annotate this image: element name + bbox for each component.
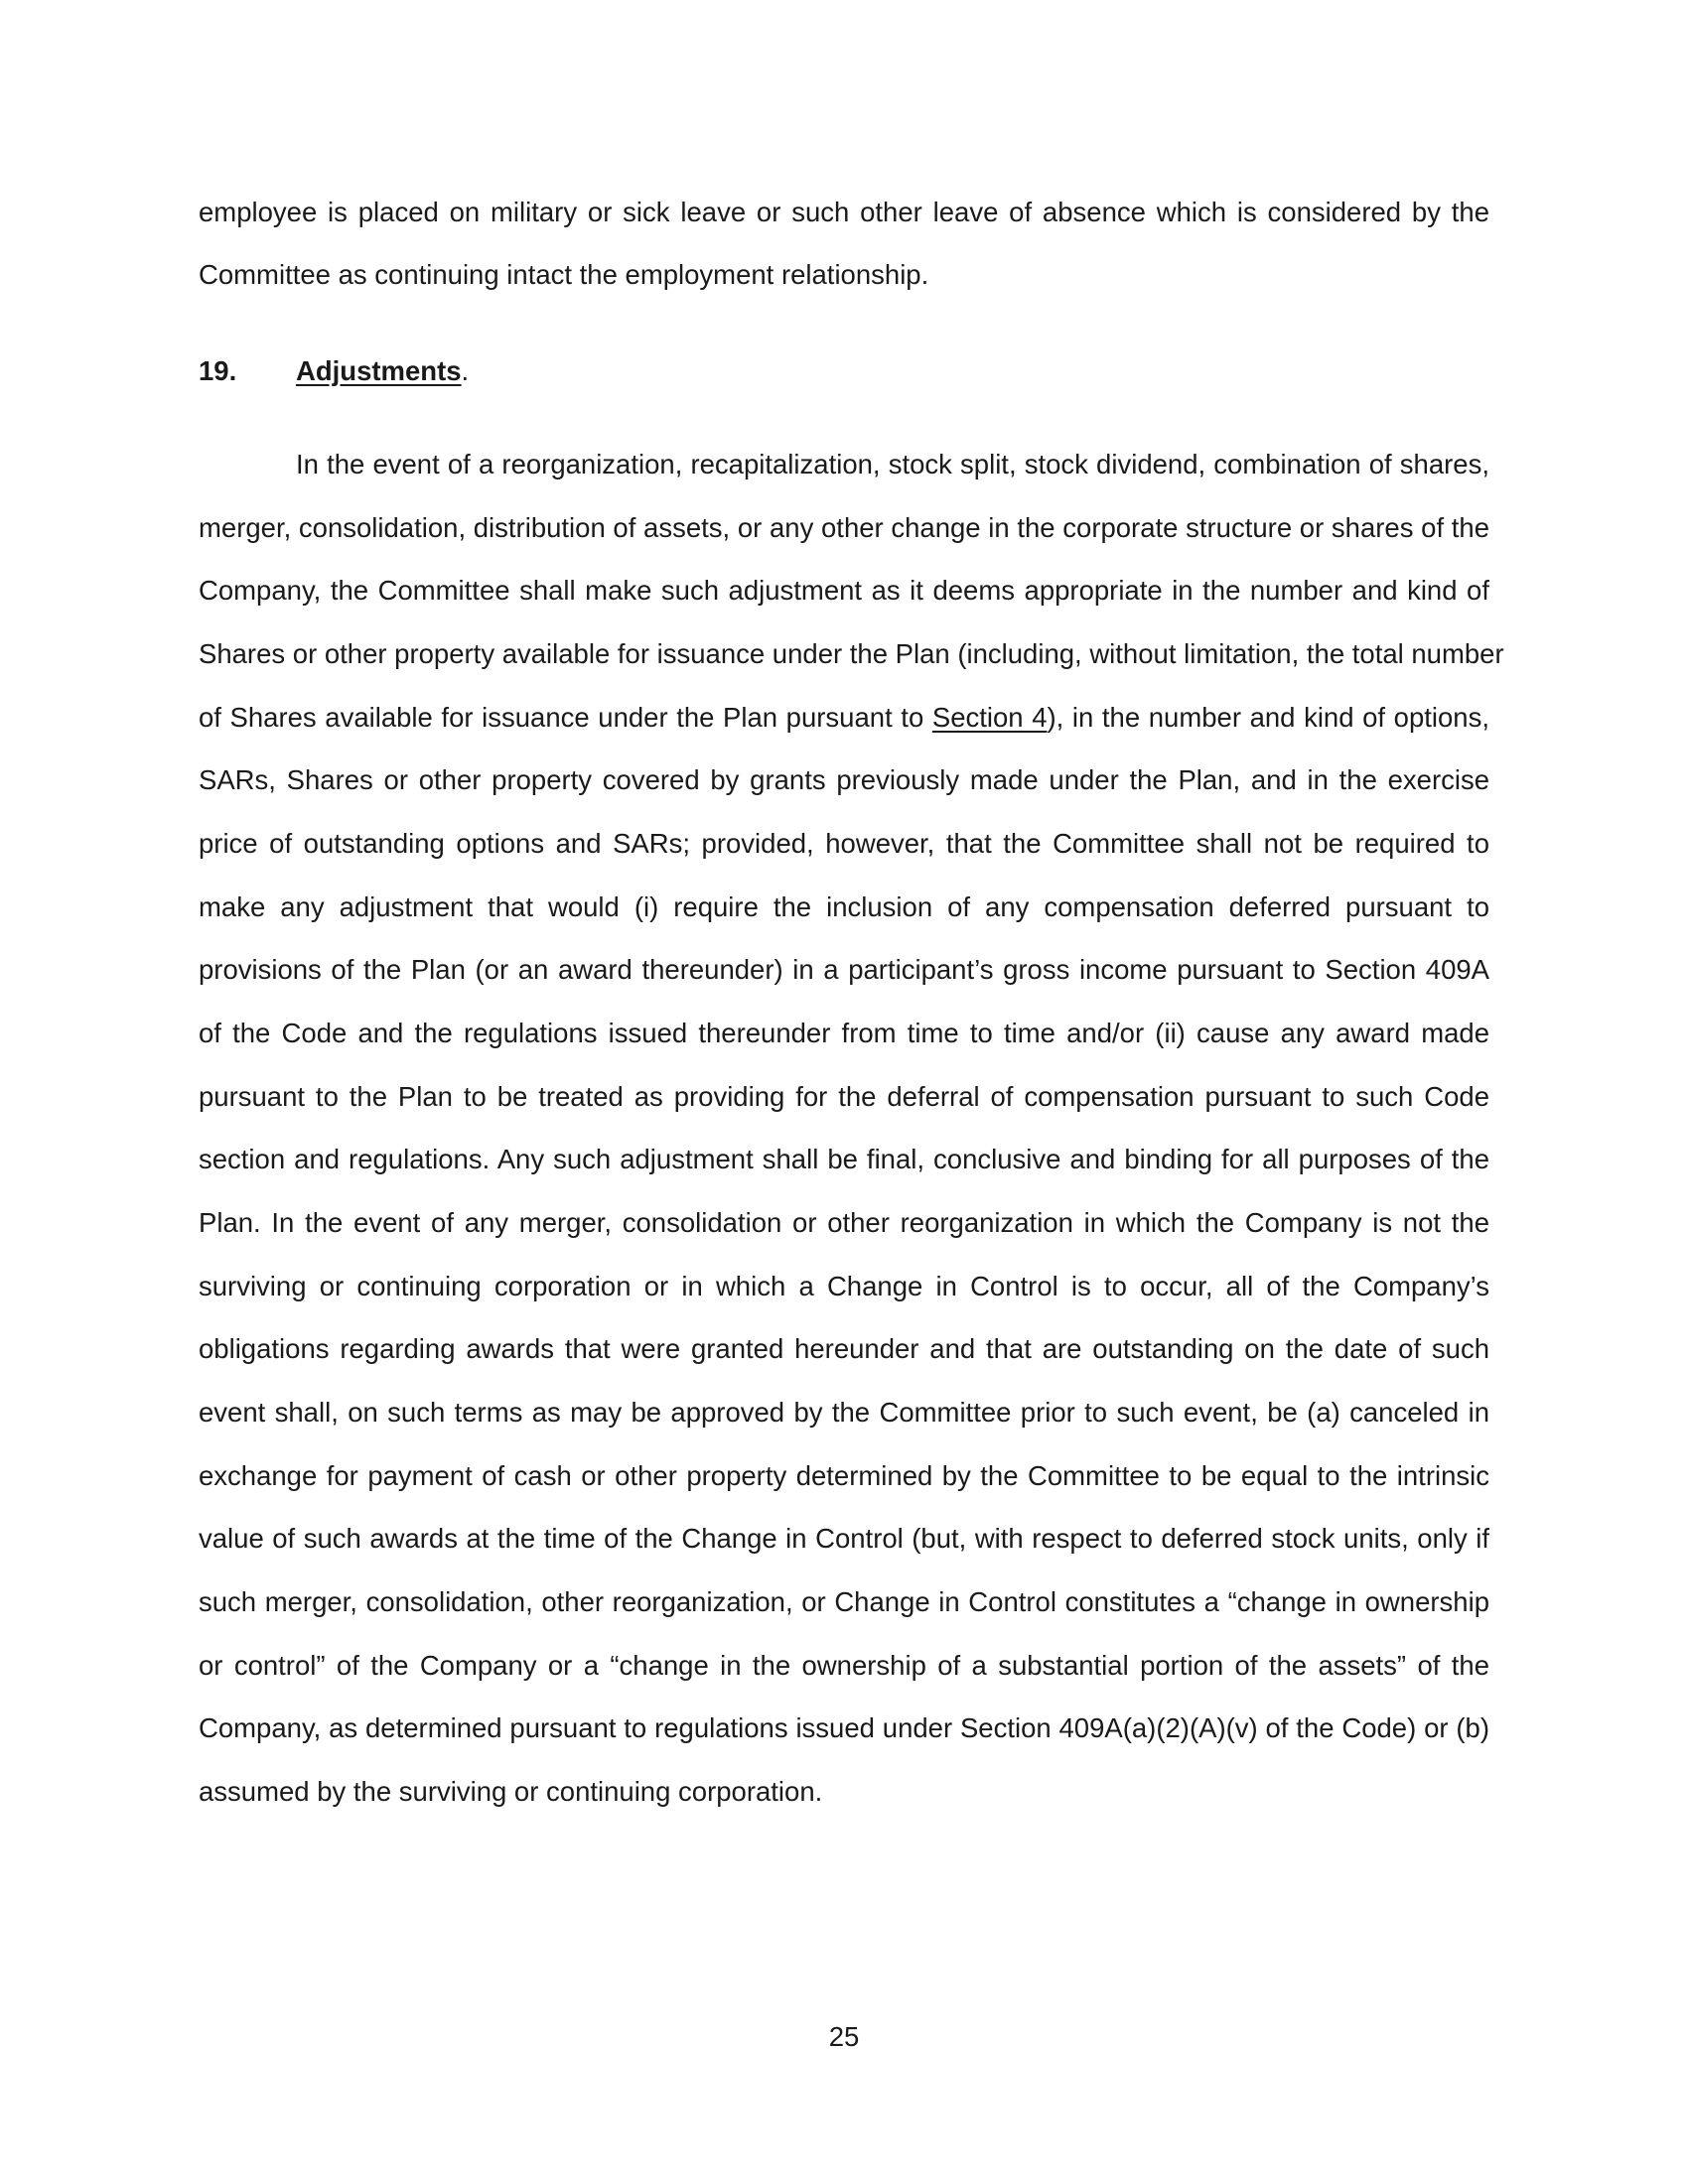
section-title: Adjustments (296, 355, 462, 386)
paragraph-line: such merger, consolidation, other reorganization, or Change in Control constitutes a “change in ownership (199, 1586, 1489, 1617)
section-title-period: . (461, 355, 470, 386)
paragraph-line: pursuant to the Plan to be treated as providing for the deferral of compensation pursuant to such Code (199, 1081, 1489, 1112)
paragraph-line: Company, as determined pursuant to regulations issued under Section 409A(a)(2)(A)(v) of the Code) or (b) (199, 1712, 1489, 1743)
paragraph-line: price of outstanding options and SARs; provided, however, that the Committee shall not be required to (199, 828, 1489, 859)
paragraph-line: value of such awards at the time of the Change in Control (but, with respect to deferred stock units, only if (199, 1523, 1489, 1554)
paragraph-line: merger, consolidation, distribution of assets, or any other change in the corporate structure or shares of the (199, 512, 1489, 543)
intro-line: Committee as continuing intact the employment relationship. (199, 259, 929, 290)
section-heading (199, 355, 469, 387)
paragraph-line: In the event of a reorganization, recapitalization, stock split, stock dividend, combination of shares, (296, 449, 1489, 479)
section-4-reference: Section 4 (931, 702, 1048, 733)
paragraph-line: exchange for payment of cash or other property determined by the Committee to be equal to the intrinsic (199, 1460, 1489, 1491)
paragraph-line: or control” of the Company or a “change in the ownership of a substantial portion of the assets” of the (199, 1650, 1489, 1681)
page-number: 25 (828, 2021, 860, 2052)
paragraph-line: assumed by the surviving or continuing corporation. (199, 1776, 823, 1807)
paragraph-line: SARs, Shares or other property covered by grants previously made under the Plan, and in the exercise (199, 764, 1489, 795)
paragraph-line: make any adjustment that would (i) require the inclusion of any compensation deferred pursuant to (199, 891, 1489, 922)
intro-line: employee is placed on military or sick leave or such other leave of absence which is considered by the (199, 197, 1489, 227)
paragraph-line: Plan. In the event of any merger, consolidation or other reorganization in which the Company is not the (199, 1207, 1489, 1238)
paragraph-text: of Shares available for issuance under the Plan pursuant to (199, 702, 932, 733)
section-number: 19. (199, 355, 237, 386)
paragraph-line: section and regulations. Any such adjustment shall be final, conclusive and binding for all purposes of the (199, 1144, 1489, 1174)
paragraph-line: surviving or continuing corporation or in which a Change in Control is to occur, all of the Company’s (199, 1271, 1489, 1301)
paragraph-line: obligations regarding awards that were granted hereunder and that are outstanding on the date of such (199, 1333, 1489, 1364)
paragraph-text: ), in the number and kind of options, (1047, 702, 1489, 733)
paragraph-line: event shall, on such terms as may be approved by the Committee prior to such event, be (a) canceled in (199, 1397, 1489, 1428)
paragraph-line: Company, the Committee shall make such adjustment as it deems appropriate in the number and kind of (199, 575, 1489, 606)
paragraph-line: of the Code and the regulations issued thereunder from time to time and/or (ii) cause any award made (199, 1018, 1489, 1048)
paragraph-line (199, 702, 1489, 734)
paragraph-line: provisions of the Plan (or an award thereunder) in a participant’s gross income pursuant to Section 409A (199, 954, 1489, 985)
paragraph-line: Shares or other property available for issuance under the Plan (including, without limitation, the total number (199, 638, 1504, 669)
